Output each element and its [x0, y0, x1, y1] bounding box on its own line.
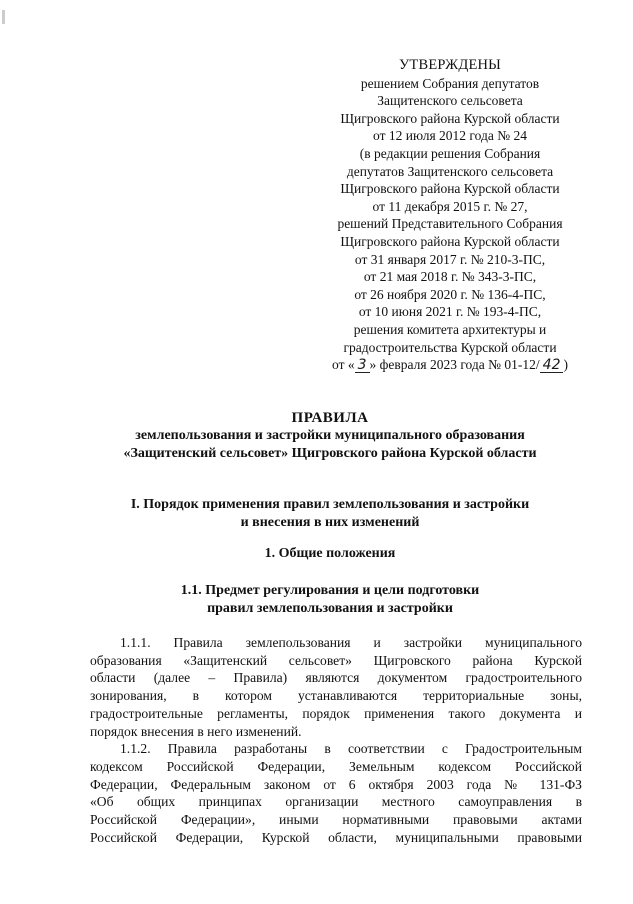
approval-title: УТВЕРЖДЕНЫ — [398, 57, 502, 73]
paragraph-line: 1.1.1. Правила землепользования и застройки муниципального — [120, 635, 582, 650]
approval-line: решения комитета архитектуры и — [353, 321, 547, 337]
approval-final-middle: » февраля 2023 года № 01-12/ — [369, 357, 540, 373]
paragraph-line: Российской Федерации, Курской области, муниципальными правовыми — [90, 829, 582, 845]
approval-line: Защитенского сельсовета — [377, 93, 523, 109]
approval-final-line — [300, 356, 600, 374]
subsection-heading-line: 1.1. Предмет регулирования и цели подготовки — [180, 583, 480, 598]
paragraph-line: кодексом Российской Федерации, Земельным кодексом Российской — [90, 758, 582, 774]
approval-final-suffix: ) — [563, 357, 568, 373]
approval-line: Щигровского района Курской области — [340, 110, 560, 126]
paragraph-line: Российской Федерации», иными нормативными правовыми актами — [90, 812, 582, 828]
paragraph-line: образования «Защитенский сельсовет» Щигровского района Курской — [90, 652, 582, 668]
approval-line: от 11 декабря 2015 г. № 27, — [372, 198, 528, 214]
handwritten-day: 3 — [355, 359, 370, 373]
subsection-heading-line: правил землепользования и застройки — [207, 601, 453, 616]
paragraph-1-1-2 — [90, 740, 582, 846]
paragraph-line: области (далее – Правила) являются документом градостроительного — [90, 670, 582, 686]
approval-line: (в редакции решения Собрания — [359, 145, 541, 161]
body-text — [90, 634, 582, 846]
approval-line: от 21 мая 2018 г. № 343-3-ПС, — [363, 269, 537, 285]
section-heading-line: I. Порядок применения правил землепользования и застройки — [130, 497, 530, 512]
document-title — [60, 409, 600, 463]
title-line: «Защитенский сельсовет» Щигровского района Курской области — [123, 446, 537, 461]
paragraph-line: Федерации, Федеральным законом от 6 октября 2003 года № 131-ФЗ — [90, 776, 582, 792]
approval-line: Щигровского района Курской области — [340, 233, 560, 249]
title-line: ПРАВИЛА — [291, 410, 369, 426]
approval-line: от 26 ноября 2020 г. № 136-4-ПС, — [354, 286, 546, 302]
handwritten-number: 42 — [540, 359, 564, 373]
paragraph-line: порядок внесения в него изменений. — [90, 723, 302, 739]
paragraph-line: зонирования, в котором устанавливаются территориальные зоны, — [90, 688, 582, 704]
paragraph-line: градостроительные регламенты, порядок применения такого документа и — [90, 705, 582, 721]
title-line: землепользования и застройки муниципального образования — [135, 428, 525, 443]
paragraph-1-1-1 — [90, 634, 582, 740]
approval-block — [300, 57, 600, 374]
approval-line: депутатов Защитенского сельсовета — [346, 163, 554, 179]
subsection-heading — [60, 582, 600, 618]
approval-line: Щигровского района Курской области — [340, 181, 560, 197]
section-heading-line: и внесения в них изменений — [240, 515, 420, 530]
scan-edge-mark — [2, 10, 5, 24]
approval-line: от 12 июля 2012 года № 24 — [373, 128, 527, 144]
chapter-heading: 1. Общие положения — [264, 546, 396, 561]
approval-final-prefix: от « — [332, 357, 355, 373]
approval-line: от 10 июня 2021 г. № 193-4-ПС, — [358, 304, 542, 320]
paragraph-line: 1.1.2. Правила разработаны в соответствии с Градостроительным — [120, 741, 582, 757]
approval-line: решений Представительного Собрания — [337, 216, 563, 232]
approval-line: градостроительства Курской области — [343, 339, 557, 355]
approval-line: решением Собрания депутатов — [360, 75, 540, 91]
approval-line: от 31 января 2017 г. № 210-3-ПС, — [354, 251, 546, 267]
section-heading — [60, 496, 600, 532]
paragraph-line: «Об общих принципах организации местного самоуправления в — [90, 794, 582, 810]
